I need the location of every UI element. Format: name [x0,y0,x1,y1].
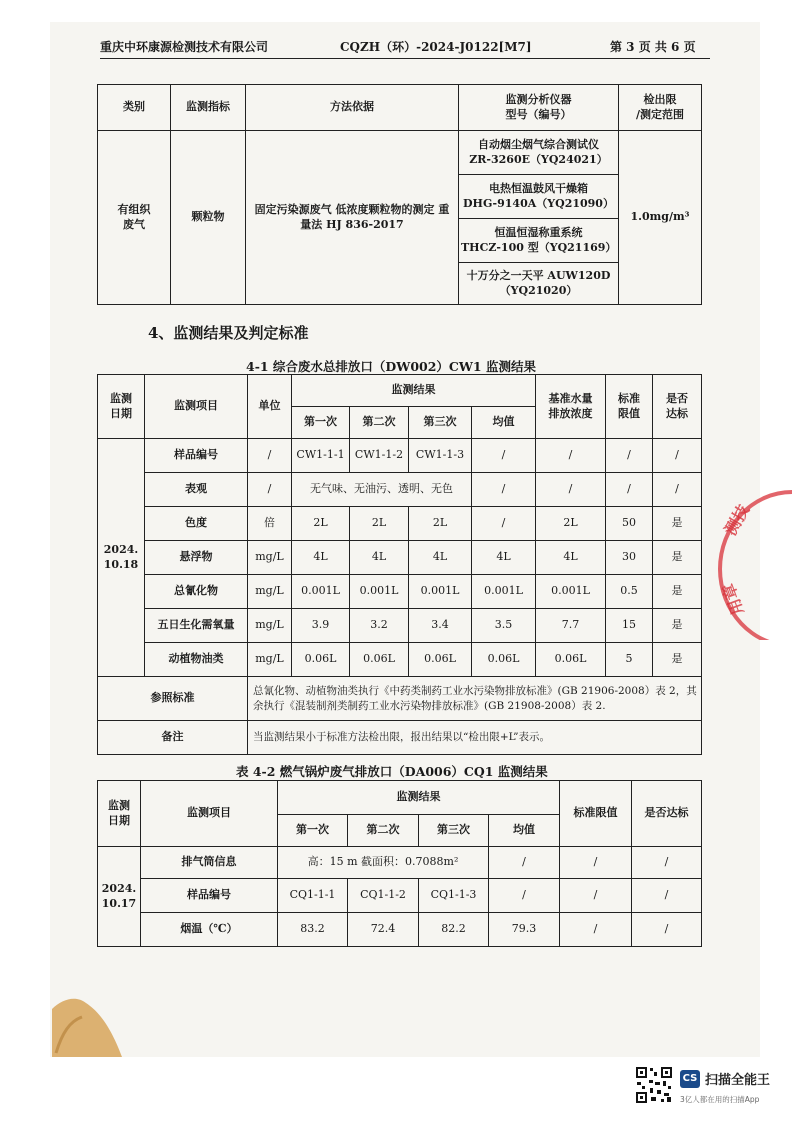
pass-cell: / [632,847,702,879]
col-header-category: 类别 [98,85,171,131]
value-cell: CQ1-1-1 [278,879,348,913]
table-row [98,847,702,879]
table-row [98,439,702,473]
sample-date: 2024. 10.18 [98,439,145,677]
pass-cell: / [653,473,702,507]
col-header-unit: 单位 [248,375,292,439]
item-cell: 表观 [145,473,248,507]
table-row [98,541,702,575]
col-header-average: 均值 [489,815,560,847]
wastewater-results-table [97,374,702,755]
section-title: 4、监测结果及判定标准 [148,324,309,342]
appearance-value: 无气味、无油污、透明、无色 [292,473,472,507]
value-cell: 0.001L [350,575,409,609]
base-cell: 2L [536,507,606,541]
limit-cell: 50 [606,507,653,541]
col-header-results: 监测结果 [278,781,560,815]
seal-text-top: 测技 [720,501,754,539]
item-cell: 色度 [145,507,248,541]
company-name: 重庆中环康源检测技术有限公司 [100,40,269,54]
table-row [98,507,702,541]
value-cell: 2L [409,507,472,541]
value-cell: 0.001L [409,575,472,609]
value-cell: 0.06L [292,643,350,677]
table-row [98,643,702,677]
value-cell: CQ1-1-2 [348,879,419,913]
avg-cell: / [472,507,536,541]
limit-cell: / [560,847,632,879]
app-name: 扫描全能王 [705,1073,771,1088]
header-rule [100,58,710,59]
avg-cell: / [489,879,560,913]
value-cell: CW1-1-2 [350,439,409,473]
company-seal [712,490,792,640]
unit-cell: mg/L [248,541,292,575]
item-cell: 样品编号 [141,879,278,913]
limit-cell: 0.5 [606,575,653,609]
scan-artifact [52,995,122,1057]
pass-cell: 是 [653,575,702,609]
note-text: 当监测结果小于标准方法检出限，报出结果以“检出限+L”表示。 [248,721,702,755]
col-header-pass: 是否达标 [632,781,702,847]
col-header-method: 方法依据 [246,85,459,131]
col-header-instrument: 监测分析仪器 型号（编号） [459,85,619,131]
limit-cell: / [606,439,653,473]
instrument-cell: 恒温恒湿称重系统 THCZ-100 型（YQ21169） [459,219,619,263]
instrument-cell: 自动烟尘烟气综合测试仪 ZR-3260E（YQ24021） [459,131,619,175]
avg-cell: / [489,847,560,879]
item-cell: 总氰化物 [145,575,248,609]
pass-cell: 是 [653,541,702,575]
avg-cell: / [472,473,536,507]
value-cell: 3.4 [409,609,472,643]
limit-cell: / [560,913,632,947]
value-cell: CW1-1-1 [292,439,350,473]
unit-cell: mg/L [248,643,292,677]
reference-text: 总氰化物、动植物油类执行《中药类制药工业水污染物排放标准》(GB 21906-2008）表 2，其余执行《混装制剂类制药工业水污染物排放标准》(GB 21908-2008）表 2. [248,677,702,721]
value-cell: CQ1-1-3 [419,879,489,913]
value-cell: 0.001L [292,575,350,609]
limit-cell: 15 [606,609,653,643]
table-row [98,473,702,507]
col-header-indicator: 监测指标 [171,85,246,131]
item-cell: 烟温（℃） [141,913,278,947]
col-header-base-concentration: 基准水量 排放浓度 [536,375,606,439]
instrument-cell: 电热恒温鼓风干燥箱 DHG-9140A（YQ21090） [459,175,619,219]
pass-cell: / [632,879,702,913]
pass-cell: 是 [653,609,702,643]
table-row [98,913,702,947]
avg-cell: 0.06L [472,643,536,677]
value-cell: 0.06L [409,643,472,677]
method-cell: 固定污染源废气 低浓度颗粒物的测定 重量法 HJ 836-2017 [246,131,459,305]
table1-caption: 4-1 综合废水总排放口（DW002）CW1 监测结果 [246,359,536,374]
limit-cell: / [560,879,632,913]
col-header-item: 监测项目 [145,375,248,439]
col-header-second: 第二次 [348,815,419,847]
note-label: 备注 [98,721,248,755]
col-header-date: 监测 日期 [98,781,141,847]
base-cell: / [536,439,606,473]
item-cell: 五日生化需氧量 [145,609,248,643]
col-header-limit: 检出限 /测定范围 [619,85,702,131]
sample-date: 2024. 10.17 [98,847,141,947]
reference-label: 参照标准 [98,677,248,721]
value-cell: 0.06L [350,643,409,677]
avg-cell: 4L [472,541,536,575]
pass-cell: 是 [653,643,702,677]
camscanner-logo: CS [680,1070,700,1088]
page-header [100,36,710,60]
col-header-date: 监测 日期 [98,375,145,439]
limit-cell: 5 [606,643,653,677]
item-cell: 悬浮物 [145,541,248,575]
limit-cell: 30 [606,541,653,575]
item-cell: 动植物油类 [145,643,248,677]
value-cell: CW1-1-3 [409,439,472,473]
unit-cell: 倍 [248,507,292,541]
unit-cell: / [248,439,292,473]
unit-cell: / [248,473,292,507]
col-header-second: 第二次 [350,407,409,439]
category-cell: 有组织 废气 [98,131,171,305]
seal-text-bottom: 用章 [718,580,748,618]
value-cell: 4L [350,541,409,575]
col-header-average: 均值 [472,407,536,439]
col-header-limit: 标准 限值 [606,375,653,439]
col-header-first: 第一次 [278,815,348,847]
pass-cell: 是 [653,507,702,541]
qr-code-icon [635,1066,673,1104]
value-cell: 4L [409,541,472,575]
col-header-third: 第三次 [419,815,489,847]
value-cell: 2L [350,507,409,541]
report-number: CQZH（环）-2024-J0122[M7] [340,40,532,54]
pass-cell: / [653,439,702,473]
col-header-item: 监测项目 [141,781,278,847]
page-number: 第 3 页 共 6 页 [610,40,696,54]
limit-cell: 1.0mg/m³ [619,131,702,305]
item-cell: 排气筒信息 [141,847,278,879]
unit-cell: mg/L [248,609,292,643]
app-tagline: 3亿人都在用的扫描App [680,1095,760,1104]
pass-cell: / [632,913,702,947]
value-cell: 3.9 [292,609,350,643]
value-cell: 83.2 [278,913,348,947]
table-row [98,879,702,913]
avg-cell: 3.5 [472,609,536,643]
col-header-results: 监测结果 [292,375,536,407]
item-cell: 样品编号 [145,439,248,473]
base-cell: 4L [536,541,606,575]
base-cell: 0.001L [536,575,606,609]
table2-caption: 表 4-2 燃气锅炉废气排放口（DA006）CQ1 监测结果 [236,764,548,779]
boiler-results-table [97,780,702,947]
unit-cell: mg/L [248,575,292,609]
value-cell: 3.2 [350,609,409,643]
indicator-cell: 颗粒物 [171,131,246,305]
value-cell: 82.2 [419,913,489,947]
col-header-pass: 是否 达标 [653,375,702,439]
table-row [98,609,702,643]
table-row [98,575,702,609]
avg-cell: / [472,439,536,473]
scanner-watermark [635,1066,785,1111]
value-cell: 4L [292,541,350,575]
stack-info-value: 高：15 m 截面积：0.7088m² [278,847,489,879]
base-cell: / [536,473,606,507]
col-header-third: 第三次 [409,407,472,439]
value-cell: 2L [292,507,350,541]
col-header-limit: 标准限值 [560,781,632,847]
col-header-first: 第一次 [292,407,350,439]
method-table [97,84,702,305]
base-cell: 0.06L [536,643,606,677]
avg-cell: 79.3 [489,913,560,947]
base-cell: 7.7 [536,609,606,643]
avg-cell: 0.001L [472,575,536,609]
value-cell: 72.4 [348,913,419,947]
limit-cell: / [606,473,653,507]
instrument-cell: 十万分之一天平 AUW120D （YQ21020） [459,263,619,305]
